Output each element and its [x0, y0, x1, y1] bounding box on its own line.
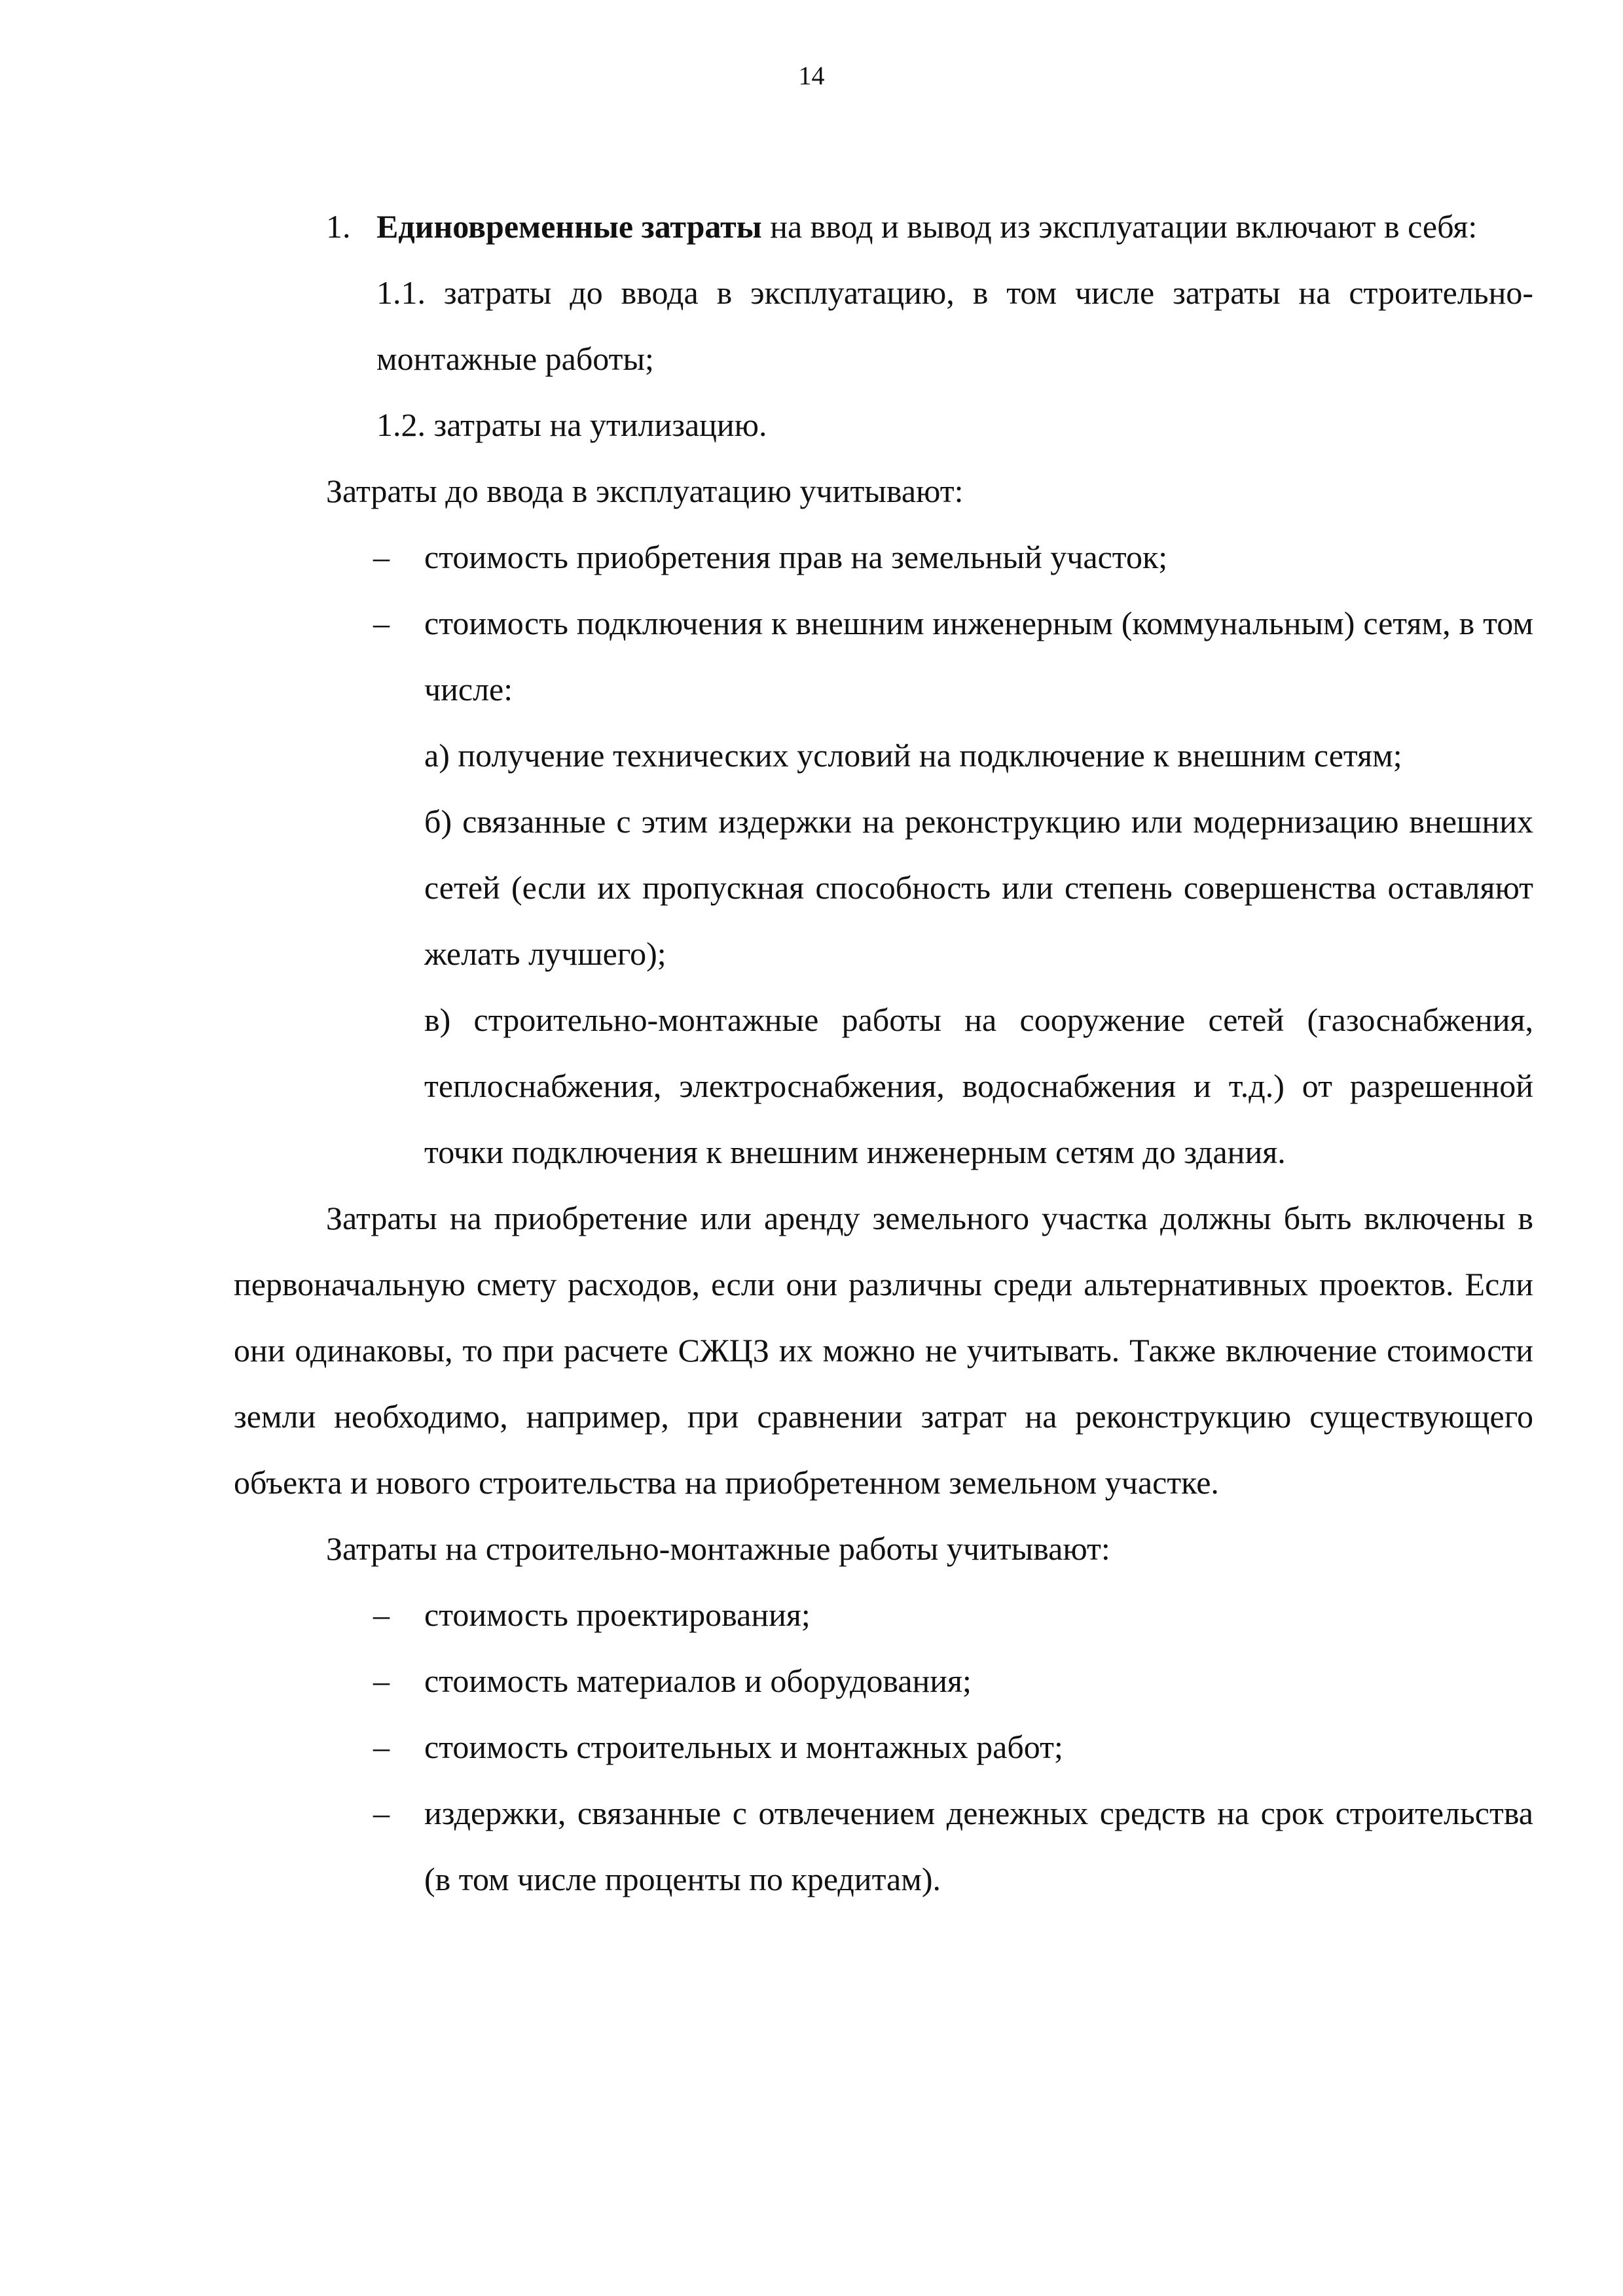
- list-item-text: стоимость строительных и монтажных работ;: [424, 1729, 1063, 1765]
- letter-item-a: а) получение технических условий на подключение к внешним сетям;: [424, 737, 1402, 774]
- page-number: 14: [798, 61, 825, 90]
- list-item-text: стоимость проектирования;: [424, 1596, 811, 1633]
- list-item-text: издержки, связанные с отвлечением денежных средств на срок строительства (в том числе проценты по кредитам).: [424, 1795, 1533, 1897]
- list-item-text: стоимость материалов и оборудования;: [424, 1662, 972, 1699]
- list-item: [234, 1648, 1533, 1714]
- dash-bullet: –: [373, 1596, 390, 1633]
- sub-item-1-1: 1.1. затраты до ввода в эксплуатацию, в том числе затраты на строительно-монтажные работы;: [376, 274, 1533, 377]
- letter-item-b: б) связанные с этим издержки на реконструкцию или модернизацию внешних сетей (если их пропускная способность или степень совершенства оставляют желать лучшего);: [424, 803, 1533, 972]
- list-intro-pre-operation: Затраты до ввода в эксплуатацию учитывают:: [326, 473, 964, 509]
- dash-bullet: –: [373, 539, 390, 575]
- dash-bullet: –: [373, 1795, 390, 1831]
- numbered-item-1: [234, 194, 1533, 260]
- dash-bullet: –: [373, 1729, 390, 1765]
- list-item: [234, 1780, 1533, 1912]
- list-item-text: стоимость подключения к внешним инженерным (коммунальным) сетям, в том числе:: [424, 605, 1533, 708]
- item-heading-bold: Единовременные затраты: [376, 208, 762, 245]
- document-body: [234, 194, 1533, 1912]
- sub-item-1-2: 1.2. затраты на утилизацию.: [376, 406, 767, 443]
- letter-item-v: в) строительно-монтажные работы на сооружение сетей (газоснабжения, теплоснабжения, электроснабжения, водоснабжения и т.д.) от разрешенной точки подключения к внешним инженерным сетям до здания.: [424, 1001, 1533, 1170]
- list-intro-construction: Затраты на строительно-монтажные работы учитывают:: [326, 1530, 1110, 1567]
- list-item: [234, 524, 1533, 590]
- item-text: на ввод и вывод из эксплуатации включают в себя:: [761, 208, 1478, 245]
- dash-bullet: –: [373, 605, 390, 641]
- list-item: [234, 590, 1533, 723]
- list-item: [234, 1582, 1533, 1648]
- item-number: 1.: [326, 208, 351, 245]
- list-item-text: стоимость приобретения прав на земельный участок;: [424, 539, 1168, 575]
- dash-bullet: –: [373, 1662, 390, 1699]
- body-paragraph: Затраты на приобретение или аренду земельного участка должны быть включены в первоначальную смету расходов, если они различны среди альтернативных проектов. Если они одинаковы, то при расчете СЖЦЗ их можно не учитывать. Также включение стоимости земли необходимо, например, при сравнении затрат на реконструкцию существующего объекта и нового строительства на приобретенном земельном участке.: [234, 1200, 1533, 1501]
- list-item: [234, 1714, 1533, 1780]
